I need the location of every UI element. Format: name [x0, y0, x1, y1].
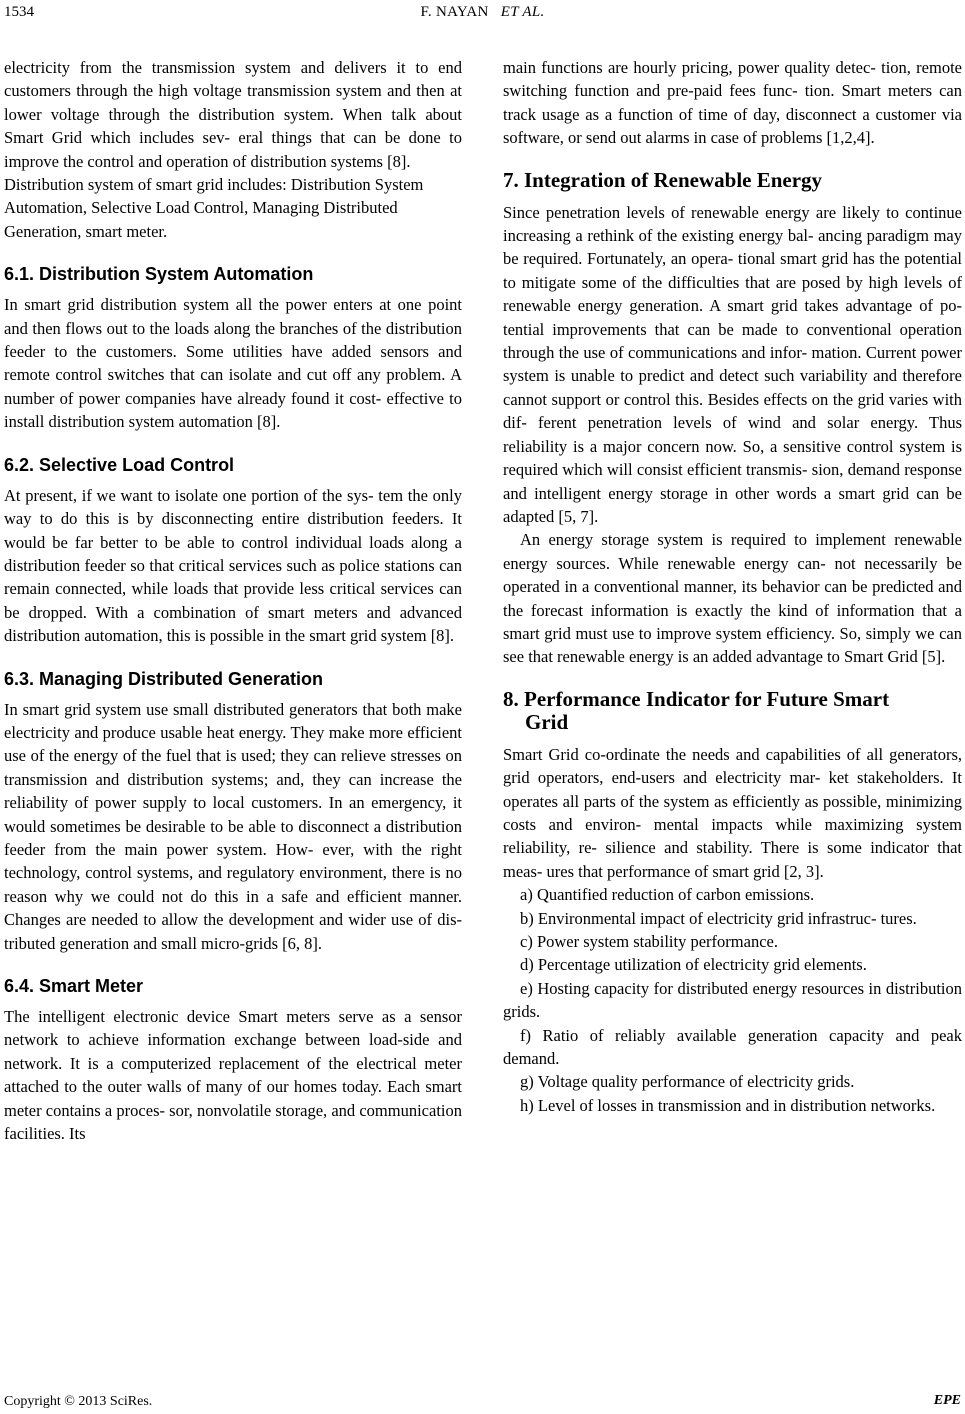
page-number: 1534	[4, 4, 34, 20]
section-6-3-body: In smart grid system use small distributed generators that both make electricity and produce usable heat energy. They make more efficient use of the energy of the fuel that is used; they can relieve stresses on transmission and distribution systems; and, they can increase the reliability of power supply to local customers. In an emergency, it would sometimes be desirable to be able to disconnect a distribution feeder from the main power system. How- ever, with the right technology, control systems, and regulatory environment, there is no reason why we could not do this in a safe and efficient manner. Changes are needed to allow the development and wider use of dis- tributed generation and small micro-grids [6, 8].	[4, 699, 462, 953]
intro-paragraph-2: Distribution system of smart grid includes: Distribution System Automation, Selective Load Control, Managing Distributed Generation, smart meter.	[4, 175, 424, 241]
indicator-item-f: f) Ratio of reliably available generation capacity and peak demand.	[503, 1025, 962, 1069]
section-6-4-heading: 6.4. Smart Meter	[4, 976, 144, 996]
indicator-item-h: h) Level of losses in transmission and in distribution networks.	[520, 1095, 936, 1115]
section-8-body: Smart Grid co-ordinate the needs and capabilities of all generators, grid operators, end-users and electricity mar- ket stakeholders. It operates all parts of the system as efficiently as possible, minimizing costs and environ- mental impacts while maximizing system reliability, re- silience and stability. There is some indicator that meas- ures that performance of smart grid [2, 3].	[503, 744, 962, 881]
footer-copyright: Copyright © 2013 SciRes.	[4, 1394, 153, 1409]
indicator-item-a: a) Quantified reduction of carbon emissions.	[520, 885, 815, 905]
running-head-author: F. NAYAN	[420, 4, 489, 20]
section-6-3-heading: 6.3. Managing Distributed Generation	[4, 668, 324, 689]
section-6-2-heading: 6.2. Selective Load Control	[4, 454, 235, 475]
section-6-1-heading: 6.1. Distribution System Automation	[4, 264, 314, 285]
footer-journal: EPE	[933, 1393, 961, 1408]
section-6-2-body: At present, if we want to isolate one portion of the sys- tem the only way to do this is by disconnecting entire distribution feeders. It would be far better to be able to control individual loads along a distribution feeder so that critical services such as police stations can remain connected, while loads that provide less critical services can be dropped. With a combination of smart meters and advanced distribution automation, this is possible in the smart grid system [8].	[4, 485, 462, 646]
indicator-item-e: e) Hosting capacity for distributed energy resources in distribution grids.	[503, 978, 962, 1022]
right-column	[503, 56, 962, 1117]
intro-paragraph: electricity from the transmission system and delivers it to end customers through the high voltage transmission system and then at lower voltage through the distribution system. When talk about Smart Grid which includes sev- eral things that can be done to improve the control and operation of distribution systems [8].	[4, 58, 462, 171]
page-header	[0, 0, 965, 26]
section-6-4-body: The intelligent electronic device Smart meters serve as a sensor network to achieve information exchange between load-side and network. It is a computerized replacement of the electrical meter attached to the outer walls of many of our homes today. Each smart meter contains a proces- sor, nonvolatile storage, and communication facilities. Its	[4, 1007, 462, 1144]
running-head-et-al: ET AL.	[500, 4, 545, 20]
section-7-heading: 7. Integration of Renewable Energy	[503, 167, 823, 192]
left-column	[4, 56, 462, 1145]
section-8-heading-line-1: 8. Performance Indicator for Future Smart	[503, 686, 890, 711]
indicator-item-g: g) Voltage quality performance of electricity grids.	[520, 1072, 855, 1092]
section-7-body-2: An energy storage system is required to implement renewable energy sources. While renewable energy can- not necessarily be operated in a conventional manner, its behavior can be predicted and the forecast information is exactly the kind of information that a smart grid must use to improve system efficiency. So, simply we can see that renewable energy is an added advantage to Smart Grid [5].	[503, 530, 962, 667]
indicator-item-b: b) Environmental impact of electricity grid infrastruc- tures.	[520, 908, 917, 928]
section-7-body-1: Since penetration levels of renewable energy are likely to continue increasing a rethink of the existing energy bal- ancing paradigm may be required. Fortunately, an opera- tional smart grid has the potential to mitigate some of the difficulties that are posed by high levels of renewable energy generation. A smart grid takes advantage of po- tential improvements that can be made to conventional operation through the use of communications and infor- mation. Current power system is unable to predict and detect such variability and therefore cannot support or control this. Besides effects on the grid varies with dif- ferent penetration levels of wind and solar energy. Thus reliability is a major concern now. So, a sensitive control system is required which will consist efficient transmis- sion, demand response and intelligent energy storage in other words a smart grid can be adapted [5, 7].	[503, 202, 962, 526]
section-8-heading	[503, 688, 962, 734]
section-8-heading-line-2: Grid	[525, 709, 569, 734]
continued-paragraph: main functions are hourly pricing, power quality detec- tion, remote switching function and pre-paid fees func- tion. Smart meters can track usage as a function of time of day, disconnect a customer via software, or send out alarms in case of problems [1,2,4].	[503, 58, 962, 148]
running-head	[0, 4, 965, 21]
indicator-item-d: d) Percentage utilization of electricity grid elements.	[520, 955, 867, 975]
section-6-1-body: In smart grid distribution system all the power enters at one point and then flows out to the loads along the branches of the distribution feeder to the customers. Some utilities have added sensors and remote control switches that can isolate and cut off any problem. A number of power companies have already found it cost- effective to install distribution system automation [8].	[4, 295, 462, 432]
indicator-item-c: c) Power system stability performance.	[520, 932, 778, 951]
